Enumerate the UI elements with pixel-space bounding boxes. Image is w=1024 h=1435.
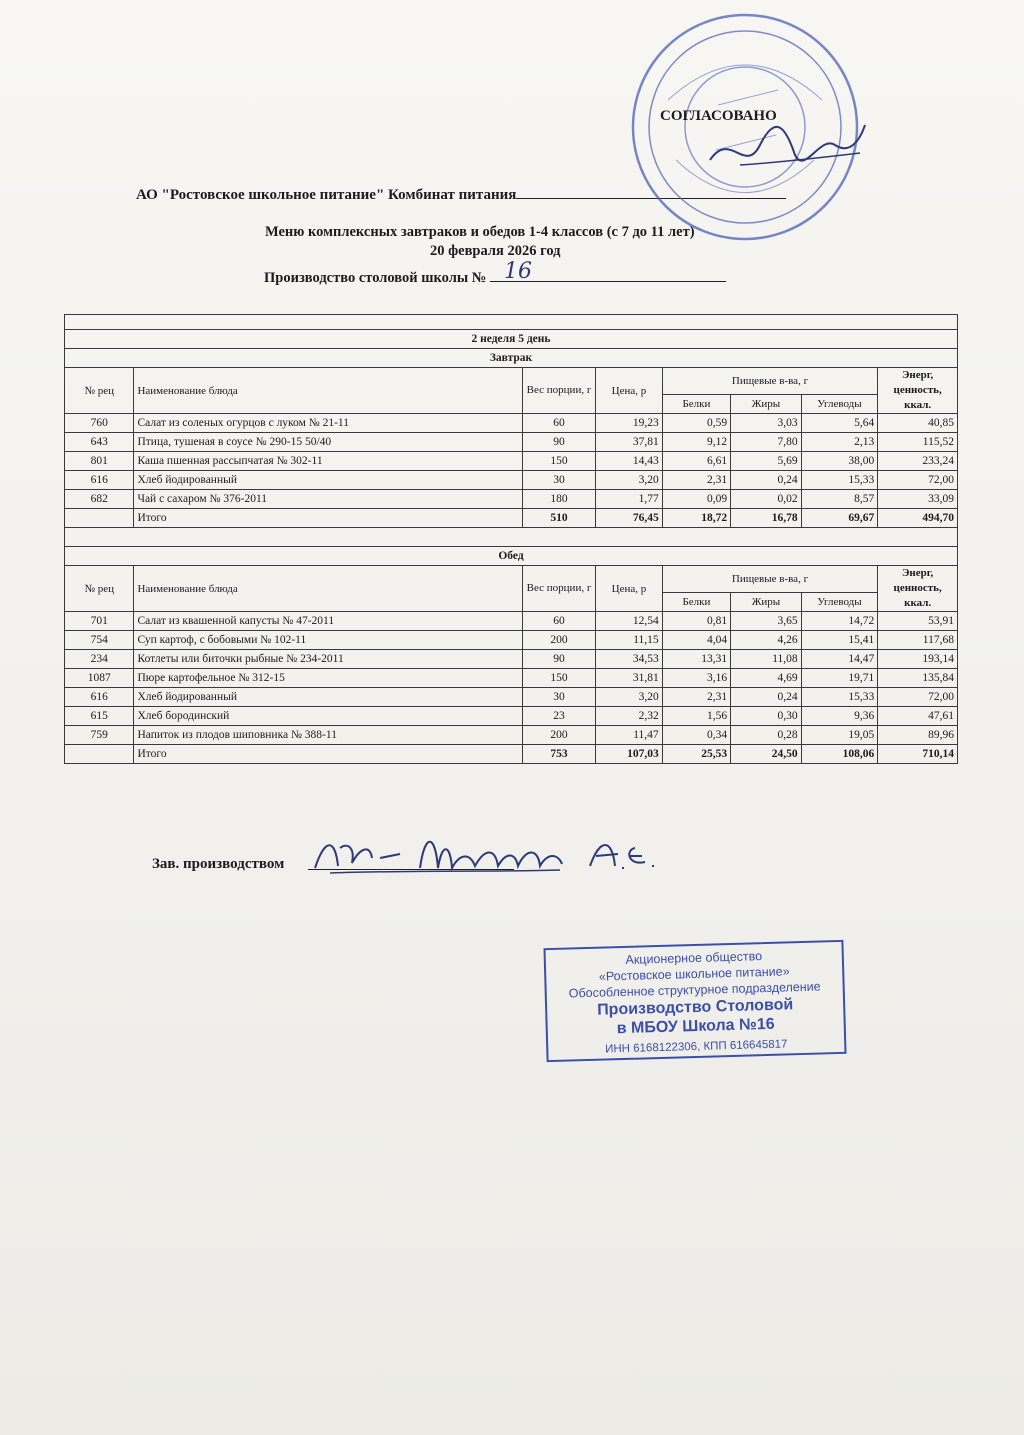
col-name-header: Наименование блюда — [134, 566, 522, 612]
cell-code: 754 — [65, 631, 134, 650]
cell-weight: 90 — [522, 433, 596, 452]
cell-protein: 6,61 — [662, 452, 730, 471]
col-protein-header: Белки — [662, 395, 730, 414]
school-number: 16 — [504, 259, 532, 284]
cell-price: 2,32 — [596, 707, 662, 726]
cell-name: Хлеб бородинский — [134, 707, 522, 726]
total-price: 107,03 — [596, 745, 662, 764]
cell-code: 801 — [65, 452, 134, 471]
cell-fat: 3,03 — [731, 414, 802, 433]
cell-energy: 72,00 — [878, 471, 958, 490]
organization-name: АО "Ростовское школьное питание" Комбинат питания — [136, 187, 517, 203]
cell-weight: 150 — [522, 669, 596, 688]
cell-name: Птица, тушеная в соусе № 290-15 50/40 — [134, 433, 522, 452]
col-code-header: № рец — [65, 368, 134, 414]
cell-protein: 0,81 — [662, 612, 730, 631]
total-fat: 24,50 — [731, 745, 802, 764]
cell-protein: 1,56 — [662, 707, 730, 726]
cell-protein: 0,34 — [662, 726, 730, 745]
organization-stamp — [543, 940, 846, 1062]
table-row — [65, 414, 958, 433]
cell-energy: 33,09 — [878, 490, 958, 509]
col-price-header: Цена, р — [596, 566, 662, 612]
col-energy-header: Энерг, ценность, ккал. — [878, 566, 958, 612]
cell-code: 682 — [65, 490, 134, 509]
cell-carbs: 19,71 — [801, 669, 878, 688]
cell-fat: 4,26 — [731, 631, 802, 650]
col-name-header: Наименование блюда — [134, 368, 522, 414]
cell-protein: 2,31 — [662, 688, 730, 707]
cell-energy: 47,61 — [878, 707, 958, 726]
cell-fat: 0,02 — [731, 490, 802, 509]
cell-price: 1,77 — [596, 490, 662, 509]
col-fat-header: Жиры — [731, 395, 802, 414]
col-code-header: № рец — [65, 566, 134, 612]
col-price-header: Цена, р — [596, 368, 662, 414]
col-carbs-header: Углеводы — [801, 395, 878, 414]
cell-name: Каша пшенная рассыпчатая № 302-11 — [134, 452, 522, 471]
approval-signature-icon — [700, 115, 870, 185]
cell-code: 615 — [65, 707, 134, 726]
section-spacer — [65, 528, 958, 547]
cell-carbs: 5,64 — [801, 414, 878, 433]
cell-carbs: 15,33 — [801, 688, 878, 707]
table-row — [65, 490, 958, 509]
table-row — [65, 471, 958, 490]
cell-name: Чай с сахаром № 376-2011 — [134, 490, 522, 509]
cell-weight: 150 — [522, 452, 596, 471]
col-protein-header: Белки — [662, 593, 730, 612]
section-title-breakfast: Завтрак — [65, 349, 958, 368]
cell-fat: 0,24 — [731, 471, 802, 490]
menu-table — [64, 314, 958, 764]
cell-fat: 0,28 — [731, 726, 802, 745]
cell-code: 760 — [65, 414, 134, 433]
cell-name: Суп картоф, с бобовыми № 102-11 — [134, 631, 522, 650]
cell-fat: 0,24 — [731, 688, 802, 707]
cell-code: 616 — [65, 471, 134, 490]
cell-protein: 3,16 — [662, 669, 730, 688]
header-row-lunch — [65, 566, 958, 593]
cell-price: 31,81 — [596, 669, 662, 688]
total-carbs: 108,06 — [801, 745, 878, 764]
cell-code: 1087 — [65, 669, 134, 688]
cell-name: Котлеты или биточки рыбные № 234-2011 — [134, 650, 522, 669]
agreed-label: СОГЛАСОВАНО — [660, 108, 777, 124]
header-row-breakfast — [65, 368, 958, 395]
stamp-line-2: «Ростовское школьное питание» — [598, 964, 790, 984]
col-weight-header: Вес порции, г — [522, 566, 596, 612]
cell-name: Хлеб йодированный — [134, 688, 522, 707]
cell-energy: 53,91 — [878, 612, 958, 631]
cell-code: 759 — [65, 726, 134, 745]
cell-price: 3,20 — [596, 688, 662, 707]
cell-price: 34,53 — [596, 650, 662, 669]
total-energy: 710,14 — [878, 745, 958, 764]
cell-protein: 2,31 — [662, 471, 730, 490]
table-row — [65, 650, 958, 669]
cell-energy: 233,24 — [878, 452, 958, 471]
table-row — [65, 433, 958, 452]
cell-weight: 200 — [522, 726, 596, 745]
table-row — [65, 707, 958, 726]
cell-price: 12,54 — [596, 612, 662, 631]
cell-weight: 30 — [522, 471, 596, 490]
cell-energy: 193,14 — [878, 650, 958, 669]
cell-carbs: 2,13 — [801, 433, 878, 452]
table-row — [65, 631, 958, 650]
section-row-breakfast — [65, 349, 958, 368]
cell-weight: 180 — [522, 490, 596, 509]
col-carbs-header: Углеводы — [801, 593, 878, 612]
production-label: Производство столовой школы № — [264, 270, 487, 286]
cell-price: 19,23 — [596, 414, 662, 433]
total-protein: 25,53 — [662, 745, 730, 764]
cell-weight: 200 — [522, 631, 596, 650]
total-weight: 753 — [522, 745, 596, 764]
total-label: Итого — [134, 509, 522, 528]
cell-protein: 0,59 — [662, 414, 730, 433]
table-row — [65, 669, 958, 688]
col-weight-header: Вес порции, г — [522, 368, 596, 414]
col-fat-header: Жиры — [731, 593, 802, 612]
cell-name: Пюре картофельное № 312-15 — [134, 669, 522, 688]
cell-protein: 4,04 — [662, 631, 730, 650]
cell-price: 11,47 — [596, 726, 662, 745]
cell-name: Напиток из плодов шиповника № 388-11 — [134, 726, 522, 745]
table-row — [65, 688, 958, 707]
cell-weight: 60 — [522, 414, 596, 433]
cell-price: 3,20 — [596, 471, 662, 490]
cell-name: Салат из квашенной капусты № 47-2011 — [134, 612, 522, 631]
cell-fat: 3,65 — [731, 612, 802, 631]
table-row — [65, 726, 958, 745]
table-top-spacer — [65, 315, 958, 330]
stamp-line-5: в МБОУ Школа №16 — [616, 1015, 775, 1038]
cell-weight: 60 — [522, 612, 596, 631]
cell-fat: 7,80 — [731, 433, 802, 452]
period-title: 2 неделя 5 день — [65, 330, 958, 349]
stamp-line-4: Производство Столовой — [596, 996, 794, 1019]
period-row — [65, 330, 958, 349]
section-row-lunch — [65, 547, 958, 566]
total-row-lunch — [65, 745, 958, 764]
cell-price: 11,15 — [596, 631, 662, 650]
total-carbs: 69,67 — [801, 509, 878, 528]
cell-fat: 5,69 — [731, 452, 802, 471]
table-row — [65, 612, 958, 631]
cell-fat: 0,30 — [731, 707, 802, 726]
cell-price: 14,43 — [596, 452, 662, 471]
cell-protein: 0,09 — [662, 490, 730, 509]
production-line — [264, 259, 726, 287]
menu-date: 20 февраля 2026 год — [430, 243, 561, 259]
stamp-line-6: ИНН 6168122306, КПП 616645817 — [604, 1038, 788, 1056]
cell-carbs: 15,41 — [801, 631, 878, 650]
cell-energy: 40,85 — [878, 414, 958, 433]
cell-code — [65, 745, 134, 764]
col-nutrients-header: Пищевые в-ва, г — [662, 368, 878, 395]
manager-label: Зав. производством — [152, 856, 285, 872]
cell-weight: 90 — [522, 650, 596, 669]
cell-code: 643 — [65, 433, 134, 452]
cell-energy: 117,68 — [878, 631, 958, 650]
cell-energy: 115,52 — [878, 433, 958, 452]
cell-carbs: 19,05 — [801, 726, 878, 745]
cell-carbs: 38,00 — [801, 452, 878, 471]
total-price: 76,45 — [596, 509, 662, 528]
manager-signature-icon — [300, 818, 700, 888]
total-protein: 18,72 — [662, 509, 730, 528]
cell-code: 701 — [65, 612, 134, 631]
table-row — [65, 452, 958, 471]
cell-energy: 72,00 — [878, 688, 958, 707]
section-title-lunch: Обед — [65, 547, 958, 566]
cell-energy: 135,84 — [878, 669, 958, 688]
stamp-line-3: Обособленное структурное подразделение — [568, 979, 821, 1001]
cell-energy: 89,96 — [878, 726, 958, 745]
total-label: Итого — [134, 745, 522, 764]
cell-name: Хлеб йодированный — [134, 471, 522, 490]
stamp-line-1: Акционерное общество — [625, 949, 763, 967]
cell-carbs: 15,33 — [801, 471, 878, 490]
cell-code: 234 — [65, 650, 134, 669]
total-fat: 16,78 — [731, 509, 802, 528]
cell-carbs: 9,36 — [801, 707, 878, 726]
cell-name: Салат из соленых огурцов с луком № 21-11 — [134, 414, 522, 433]
cell-code — [65, 509, 134, 528]
total-energy: 494,70 — [878, 509, 958, 528]
menu-title: Меню комплексных завтраков и обедов 1-4 классов (с 7 до 11 лет) — [265, 224, 695, 240]
cell-carbs: 14,47 — [801, 650, 878, 669]
cell-protein: 13,31 — [662, 650, 730, 669]
total-weight: 510 — [522, 509, 596, 528]
cell-weight: 23 — [522, 707, 596, 726]
cell-code: 616 — [65, 688, 134, 707]
cell-fat: 4,69 — [731, 669, 802, 688]
cell-weight: 30 — [522, 688, 596, 707]
school-number-field — [490, 259, 726, 284]
cell-protein: 9,12 — [662, 433, 730, 452]
cell-fat: 11,08 — [731, 650, 802, 669]
cell-carbs: 8,57 — [801, 490, 878, 509]
cell-price: 37,81 — [596, 433, 662, 452]
total-row-breakfast — [65, 509, 958, 528]
col-nutrients-header: Пищевые в-ва, г — [662, 566, 878, 593]
col-energy-header: Энерг, ценность, ккал. — [878, 368, 958, 414]
cell-carbs: 14,72 — [801, 612, 878, 631]
